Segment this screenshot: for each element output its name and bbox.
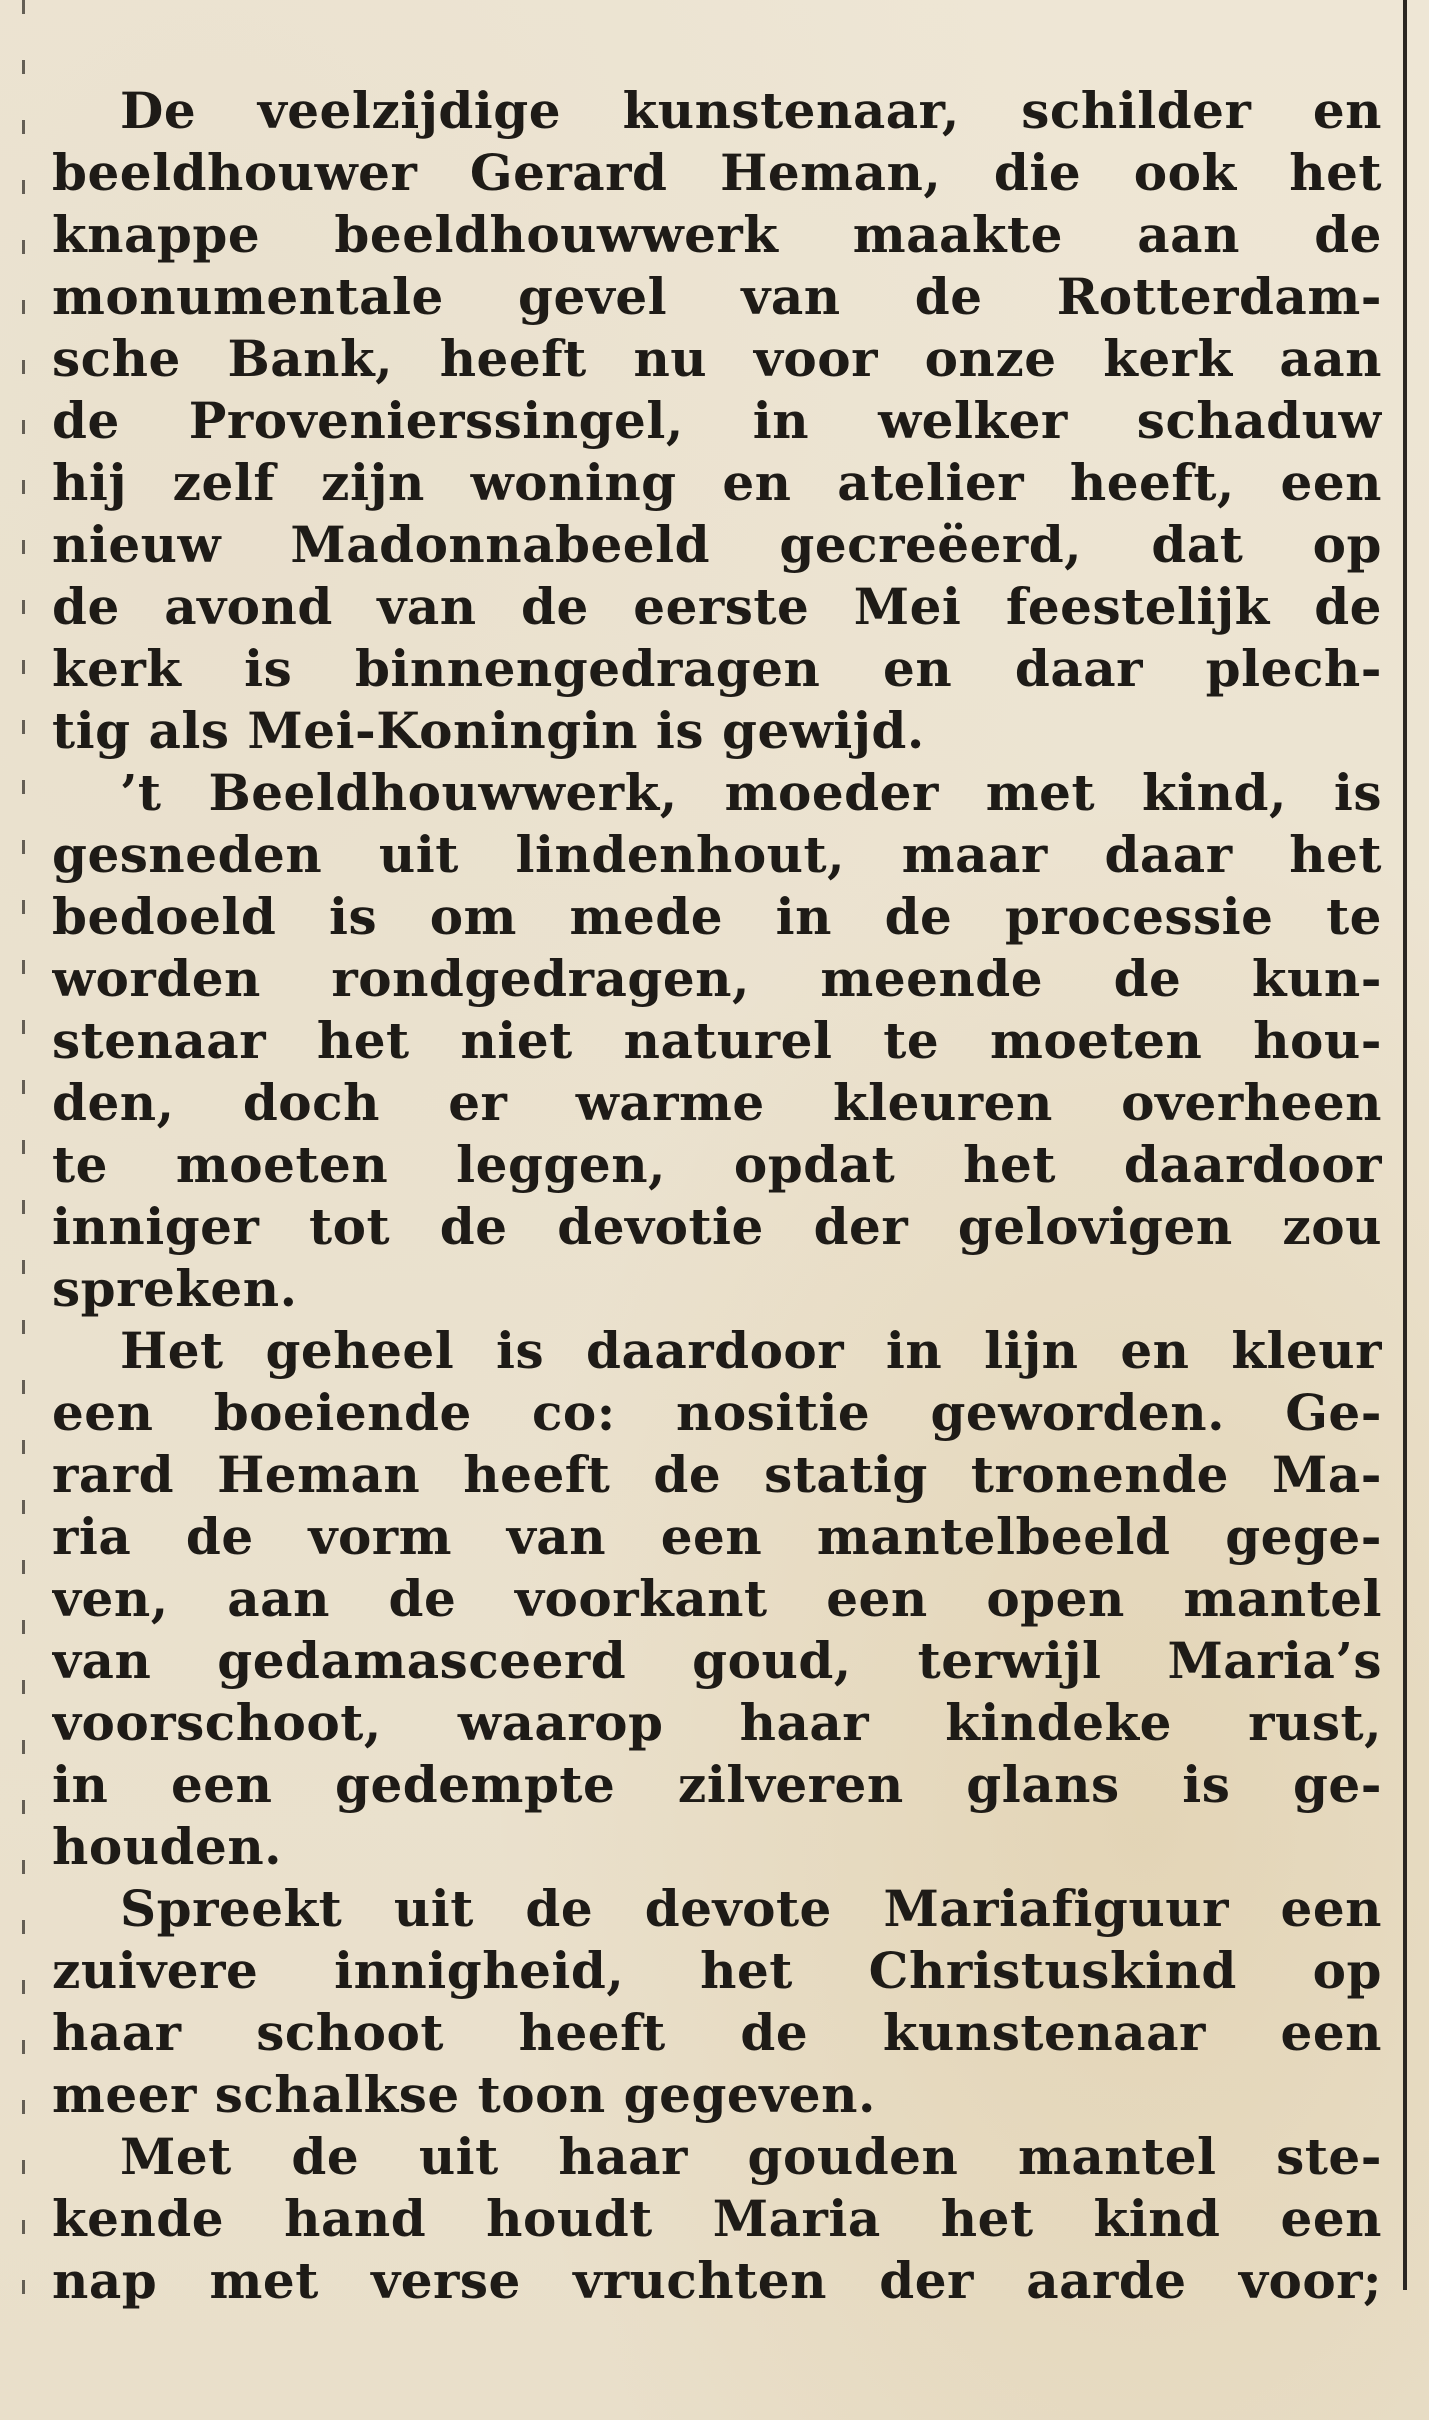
article-line: Met de uit haar gouden mantel ste- bbox=[120, 2127, 1382, 2186]
article-line: rard Heman heeft de statig tronende Ma- bbox=[52, 1445, 1382, 1504]
article-line: den, doch er warme kleuren overheen bbox=[52, 1073, 1382, 1132]
article-line: de avond van de eerste Mei feestelijk de bbox=[52, 577, 1382, 636]
article-line: beeldhouwer Gerard Heman, die ook het bbox=[52, 143, 1382, 202]
article-line: Spreekt uit de devote Mariafiguur een bbox=[120, 1879, 1382, 1938]
article-line: hij zelf zijn woning en atelier heeft, een bbox=[52, 453, 1382, 512]
article-line: voorschoot, waarop haar kindeke rust, bbox=[52, 1693, 1382, 1752]
left-column-rule bbox=[22, 0, 25, 2300]
article-line: sche Bank, heeft nu voor onze kerk aan bbox=[52, 329, 1382, 388]
article-line: ven, aan de voorkant een open mantel bbox=[52, 1569, 1382, 1628]
article-line: Het geheel is daardoor in lijn en kleur bbox=[120, 1321, 1382, 1380]
article-line: gesneden uit lindenhout, maar daar het bbox=[52, 825, 1382, 884]
article-line: te moeten leggen, opdat het daardoor bbox=[52, 1135, 1382, 1194]
article-line: in een gedempte zilveren glans is ge- bbox=[52, 1755, 1382, 1814]
article-line: worden rondgedragen, meende de kun- bbox=[52, 949, 1382, 1008]
article-line: stenaar het niet naturel te moeten hou- bbox=[52, 1011, 1382, 1070]
article-line: kende hand houdt Maria het kind een bbox=[52, 2189, 1382, 2248]
article-line: ria de vorm van een mantelbeeld gege- bbox=[52, 1507, 1382, 1566]
article-line: monumentale gevel van de Rotterdam- bbox=[52, 267, 1382, 326]
article-line: de Provenierssingel, in welker schaduw bbox=[52, 391, 1382, 450]
article-line: De veelzijdige kunstenaar, schilder en bbox=[120, 81, 1382, 140]
right-column-rule bbox=[1403, 0, 1407, 2290]
article-line: ’t Beeldhouwwerk, moeder met kind, is bbox=[120, 763, 1382, 822]
article-line: meer schalkse toon gegeven. bbox=[52, 2065, 876, 2124]
article-line: nieuw Madonnabeeld gecreëerd, dat op bbox=[52, 515, 1382, 574]
article-line: knappe beeldhouwwerk maakte aan de bbox=[52, 205, 1382, 264]
article-line: haar schoot heeft de kunstenaar een bbox=[52, 2003, 1382, 2062]
article-line: nap met verse vruchten der aarde voor; bbox=[52, 2251, 1382, 2310]
article-line: een boeiende co: nositie geworden. Ge- bbox=[52, 1383, 1382, 1442]
article-line: bedoeld is om mede in de processie te bbox=[52, 887, 1382, 946]
article-line: zuivere innigheid, het Christuskind op bbox=[52, 1941, 1382, 2000]
article-line: kerk is binnengedragen en daar plech- bbox=[52, 639, 1382, 698]
article-body bbox=[52, 80, 1382, 2312]
article-line: van gedamasceerd goud, terwijl Maria’s bbox=[52, 1631, 1382, 1690]
article-line: inniger tot de devotie der gelovigen zou bbox=[52, 1197, 1382, 1256]
article-line: spreken. bbox=[52, 1259, 298, 1318]
article-line: houden. bbox=[52, 1817, 283, 1876]
article-line: tig als Mei-Koningin is gewijd. bbox=[52, 701, 925, 760]
